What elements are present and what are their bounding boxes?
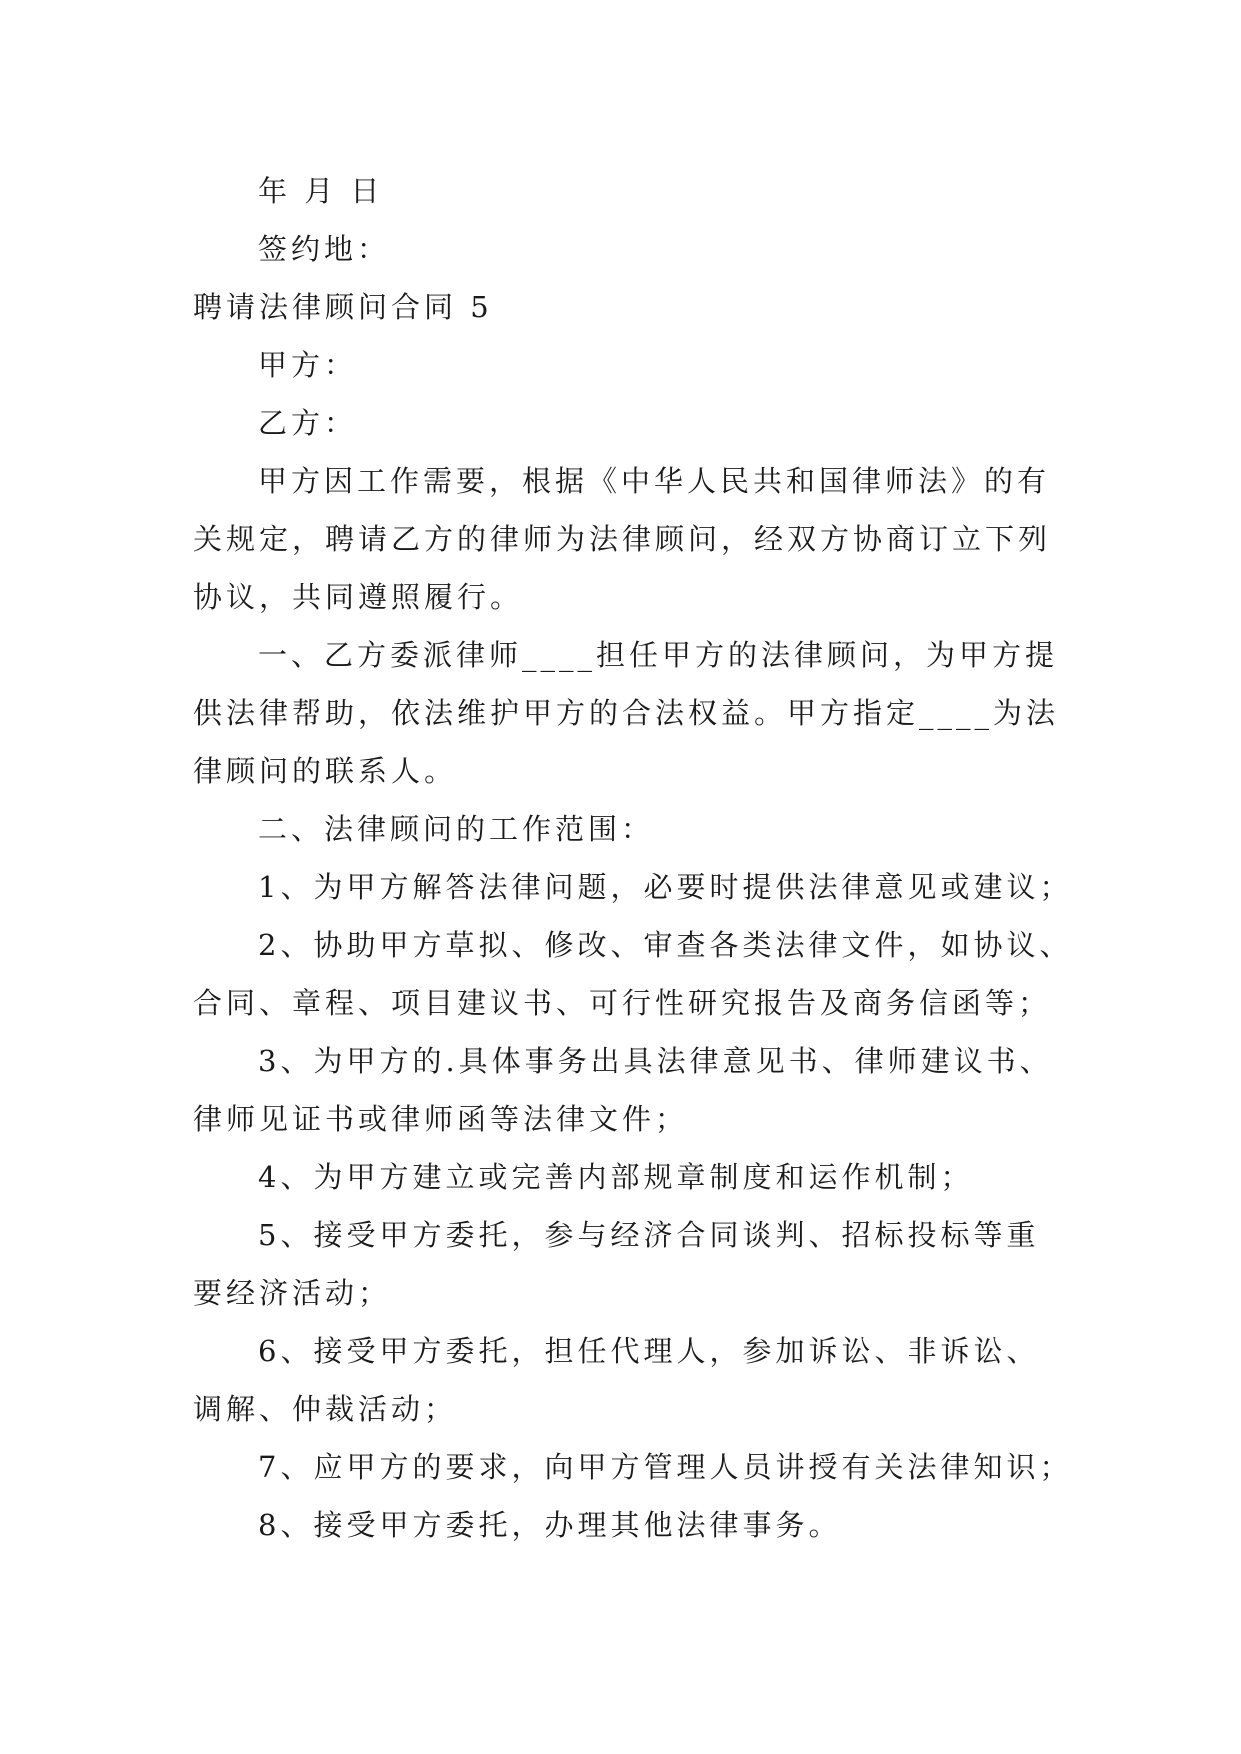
scope-item-5-line-2: 要经济活动； xyxy=(193,1276,392,1310)
document-body xyxy=(193,162,1073,1554)
clause-1-line-3: 律顾问的联系人。 xyxy=(193,754,458,788)
preamble-line-2: 关规定，聘请乙方的律师为法律顾问，经双方协商订立下列 xyxy=(193,522,1052,556)
party-b-line: 乙方： xyxy=(258,406,358,440)
date-line: 年 月 日 xyxy=(258,174,384,208)
scope-item-2-line-2: 合同、章程、项目建议书、可行性研究报告及商务信函等； xyxy=(193,986,1052,1020)
scope-item-2-line-1: 2、协助甲方草拟、修改、审查各类法律文件，如协议、 xyxy=(258,928,1073,962)
scope-item-7: 7、应甲方的要求，向甲方管理人员讲授有关法律知识； xyxy=(258,1450,1073,1484)
scope-item-8: 8、接受甲方委托，办理其他法律事务。 xyxy=(258,1508,842,1542)
clause-2-heading: 二、法律顾问的工作范围： xyxy=(258,812,655,846)
contract-title: 聘请法律顾问合同 5 xyxy=(193,290,493,324)
scope-item-1: 1、为甲方解答法律问题，必要时提供法律意见或建议； xyxy=(258,870,1073,904)
preamble-line-1: 甲方因工作需要，根据《中华人民共和国律师法》的有 xyxy=(258,464,1051,498)
clause-1-line-1: 一、乙方委派律师____担任甲方的法律顾问，为甲方提 xyxy=(258,638,1059,672)
party-a-line: 甲方： xyxy=(258,348,358,382)
scope-item-3-line-2: 律师见证书或律师函等法律文件； xyxy=(193,1102,689,1136)
scope-item-6-line-2: 调解、仲裁活动； xyxy=(193,1392,458,1426)
preamble-line-3: 协议，共同遵照履行。 xyxy=(193,580,524,614)
scope-item-5-line-1: 5、接受甲方委托，参与经济合同谈判、招标投标等重 xyxy=(258,1218,1040,1252)
clause-1-line-2: 供法律帮助，依法维护甲方的合法权益。甲方指定____为法 xyxy=(193,696,1060,730)
scope-item-3-line-1: 3、为甲方的.具体事务出具法律意见书、律师建议书、 xyxy=(258,1044,1053,1078)
scope-item-6-line-1: 6、接受甲方委托，担任代理人，参加诉讼、非诉讼、 xyxy=(258,1334,1040,1368)
signing-place-line: 签约地： xyxy=(258,232,391,266)
scope-item-4: 4、为甲方建立或完善内部规章制度和运作机制； xyxy=(258,1160,974,1194)
